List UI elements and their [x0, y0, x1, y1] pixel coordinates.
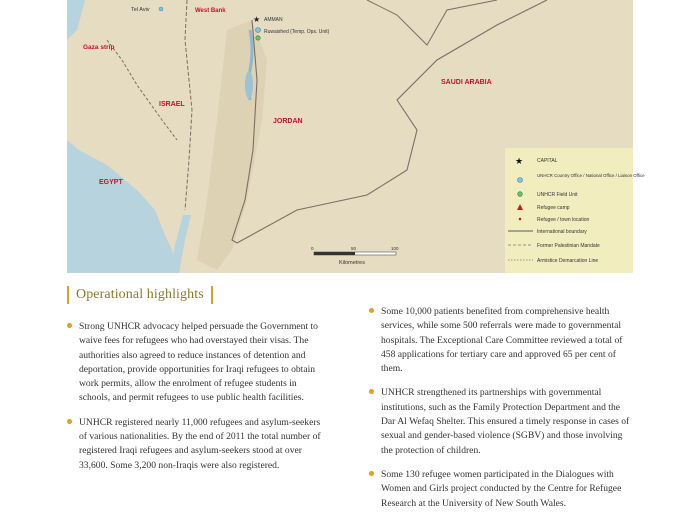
- label-israel: ISRAEL: [159, 101, 185, 108]
- list-item-text: Some 10,000 patients benefited from comprehensive health services, while some 500 referrals were made to governmental hospitals. The Exceptional Care Committee reviewed a total of 458 applications for tertiary care and approved 65 per cent of them.: [381, 306, 623, 375]
- right-column: [369, 305, 633, 521]
- capital-star-icon: ★: [253, 15, 261, 24]
- scale-tick-0: 0: [311, 246, 314, 251]
- list-item-text: UNHCR registered nearly 11,000 refugees and asylum-seekers of various nationalities. By the end of 2011 the total number of registered Iraqi refugees and asylum-seekers stood at over 33,600. Some 3,200 non-Iraqis were also registered.: [79, 416, 321, 471]
- map-legend: [505, 148, 645, 273]
- label-saudi: SAUDI ARABIA: [441, 79, 492, 86]
- legend-refugee-camp: Refugee camp: [537, 205, 570, 211]
- bullet-icon: [369, 308, 374, 313]
- section-title-text: Operational highlights: [76, 287, 204, 302]
- list-item: [67, 416, 322, 473]
- list-item: [67, 320, 322, 406]
- label-ruwaished: Ruwaished (Temp. Ops. Unit): [264, 29, 330, 35]
- map-dead-sea: [245, 71, 253, 99]
- country-office-icon: [256, 28, 261, 33]
- legend-refugee-location: Refugee / town location: [537, 217, 590, 223]
- field-unit-icon: [256, 36, 260, 40]
- scale-tick-50: 50: [351, 246, 357, 251]
- legend-field-unit: UNHCR Field Unit: [537, 192, 578, 198]
- legend-armistice: Armistice Demarcation Line: [537, 258, 599, 264]
- scale-unit: Kilometres: [339, 260, 365, 266]
- legend-field-unit-icon: [518, 192, 523, 197]
- section-title: [67, 285, 213, 305]
- bullet-icon: [67, 419, 72, 424]
- list-item-text: UNHCR strengthened its partnerships with governmental institutions, such as the Family Protection Department and the Dar Al Wefaq Shelter. This ensured a timely response in cases of sexual and gender-based violence (SGBV) and those involving the protection of children.: [381, 387, 630, 456]
- list-item: [369, 305, 633, 376]
- label-egypt: EGYPT: [99, 179, 123, 186]
- list-item: [369, 386, 633, 457]
- label-gaza: Gaza strip: [83, 44, 115, 51]
- legend-location-icon: [519, 218, 522, 221]
- left-column: [67, 320, 322, 483]
- label-jordan: JORDAN: [273, 118, 303, 125]
- bullet-icon: [369, 471, 374, 476]
- bullet-icon: [369, 389, 374, 394]
- label-amman: AMMAN: [264, 17, 283, 23]
- list-item-text: Some 130 refugee women participated in the Dialogues with Women and Girls project conducted by the Centre for Refugee Research at the University of New South Wales.: [381, 468, 622, 509]
- legend-graphic: [505, 148, 645, 273]
- legend-office-icon: [518, 178, 523, 183]
- scale-tick-100: 100: [391, 246, 399, 251]
- label-tel-aviv: Tel Aviv: [131, 7, 150, 13]
- list-item-text: Strong UNHCR advocacy helped persuade the Government to waive fees for refugees who had overstayed their visas. The authorities also agreed to reduce instances of detention and deportation, provide opportunities for Iraqi refugees to obtain work permits, allow the enrolment of refugee students in schools, and permit refugees to use public health facilities.: [79, 321, 318, 404]
- tel-aviv-office-icon: [159, 7, 163, 11]
- legend-country-office: UNHCR Country Office / National Office / Liaison Office: [537, 173, 645, 178]
- legend-intl-boundary: International boundary: [537, 229, 587, 235]
- legend-capital: CAPITAL: [537, 158, 558, 164]
- label-west-bank: West Bank: [195, 8, 226, 14]
- list-item: [369, 468, 633, 511]
- title-bar-right: [211, 286, 213, 304]
- legend-star-icon: ★: [515, 156, 524, 166]
- legend-former-mandate: Former Palestinian Mandate: [537, 243, 600, 249]
- bullet-icon: [67, 323, 72, 328]
